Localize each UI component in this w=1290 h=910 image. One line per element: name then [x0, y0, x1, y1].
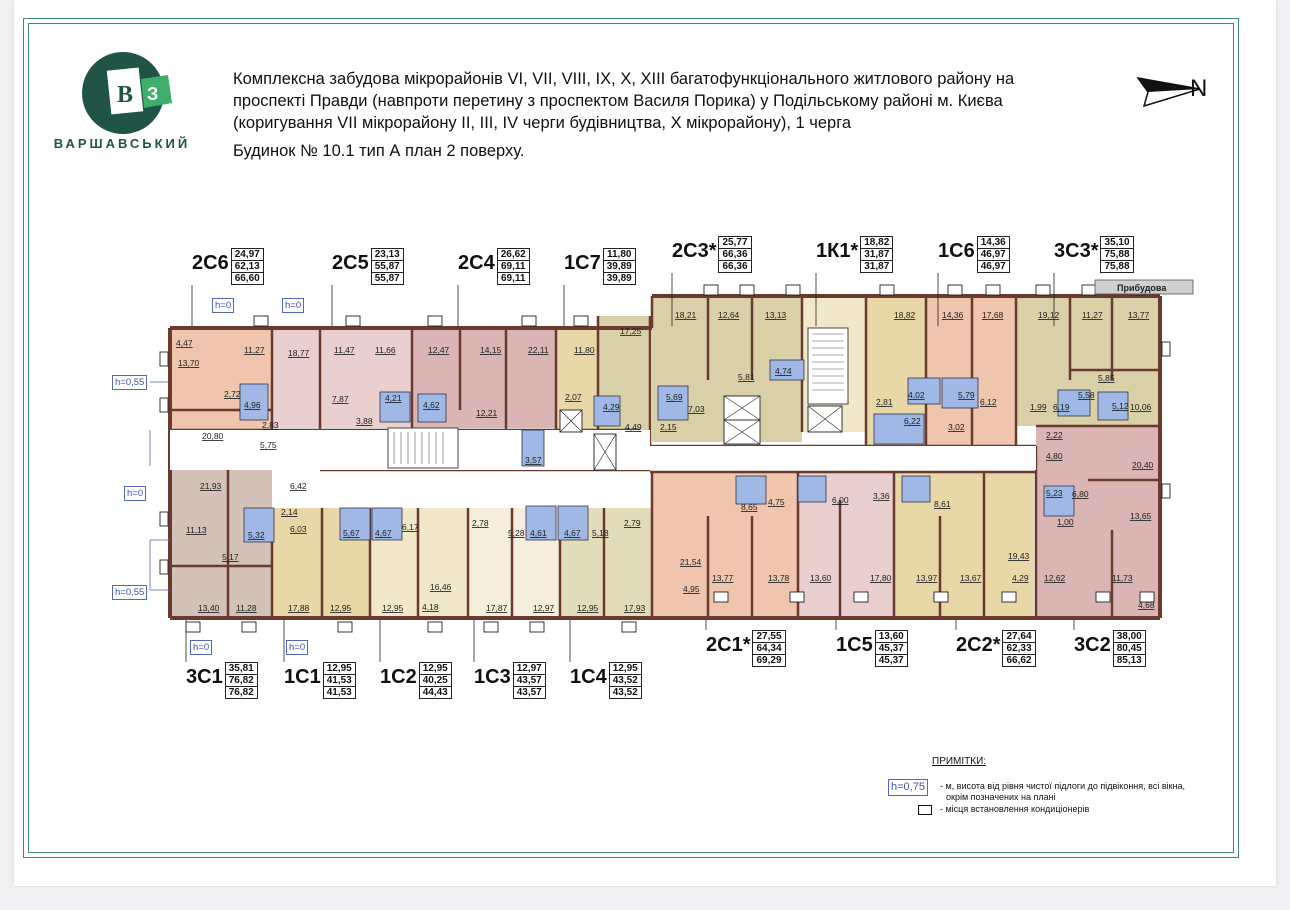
- room-area-label: 12,47: [428, 345, 450, 355]
- room-area-label: 16,46: [430, 582, 452, 592]
- unit-code: 1С3: [474, 666, 511, 688]
- unit-area-value: 46,97: [980, 261, 1006, 272]
- room-area-label: 2,07: [565, 392, 582, 402]
- room-area-label: 13,60: [810, 573, 832, 583]
- ac-unit-2: [428, 316, 442, 326]
- room-area-label: 6,22: [904, 416, 921, 426]
- room-area-label: 19,43: [1008, 551, 1030, 561]
- room-area-label: 12,64: [718, 310, 740, 320]
- unit-label-bottom-2: [378, 662, 452, 699]
- unit-label-top-4: [670, 236, 752, 273]
- room-area-label: 5,12: [1112, 401, 1129, 411]
- sill-height-tag: h=0: [190, 640, 212, 655]
- unit-area-value: 75,88: [1101, 249, 1132, 261]
- sill-height-tag: h=0,55: [112, 585, 147, 600]
- unit-area-value: 69,11: [498, 261, 529, 273]
- ac-unit-side-5: [1162, 484, 1170, 498]
- room-area-label: 1,00: [1057, 517, 1074, 527]
- room-area-label: 4,02: [908, 390, 925, 400]
- sill-height-tag: h=0: [282, 298, 304, 313]
- room-area-label: 11,47: [334, 345, 355, 355]
- unit-label-top-7: [1052, 236, 1134, 273]
- unit-area-value: 80,45: [1114, 643, 1145, 655]
- room-area-label: 12,21: [476, 408, 498, 418]
- unit-area-value: 43,57: [516, 687, 542, 698]
- unit-area-value: 69,11: [500, 273, 526, 284]
- room-area-label: 6,03: [290, 524, 307, 534]
- sill-height-tag: h=0,55: [112, 375, 147, 390]
- room-area-label: 13,78: [768, 573, 790, 583]
- unit-areas: [231, 248, 264, 285]
- unit-area-value: 62,33: [1003, 643, 1034, 655]
- room-area-label: 5,17: [222, 552, 239, 562]
- unit-area-value: 25,77: [719, 237, 750, 249]
- room-area-label: 4,67: [564, 528, 581, 538]
- room-area-label: 22,11: [528, 345, 549, 355]
- ac-unit-1: [346, 316, 360, 326]
- ac-unit-12: [1082, 285, 1096, 295]
- unit-area-value: 26,62: [498, 249, 529, 261]
- unit-areas: [609, 662, 642, 699]
- room-area-label: 18,77: [288, 348, 310, 358]
- unit-code: 1С2: [380, 666, 417, 688]
- room-area-label: 17,93: [624, 603, 646, 613]
- room-area-label: 11,28: [236, 603, 257, 613]
- ac-unit-side-4: [1162, 342, 1170, 356]
- unit-code: 2С4: [458, 252, 495, 274]
- unit-area-value: 66,62: [1006, 655, 1032, 666]
- room-area-label: 12,95: [382, 603, 404, 613]
- room-area-label: 6,80: [1072, 489, 1089, 499]
- room-area-label: 2,22: [1046, 430, 1063, 440]
- stair-east: [808, 328, 848, 404]
- room-area-label: 5,81: [738, 372, 755, 382]
- room-area-label: 3,02: [948, 422, 965, 432]
- sill-height-tag: h=0: [286, 640, 308, 655]
- ac-unit-9: [948, 285, 962, 295]
- unit-area-value: 66,36: [719, 249, 750, 261]
- room-area-label: 17,88: [288, 603, 310, 613]
- unit-area-value: 12,95: [610, 663, 641, 675]
- unit-code: 2С2*: [956, 634, 1001, 656]
- unit-areas: [1100, 236, 1133, 273]
- unit-area-value: 55,87: [372, 261, 403, 273]
- ac-unit-22: [790, 592, 804, 602]
- unit-label-top-5: [814, 236, 893, 273]
- unit-label-top-1: [330, 248, 404, 285]
- room-area-label: 5,79: [958, 390, 975, 400]
- title-line-3: (коригування VII мікрорайону II, III, IV черги будівництва, X мікрорайону), 1 черга: [233, 114, 852, 132]
- room-area-label: 12,97: [533, 603, 555, 613]
- unit-area-value: 66,60: [234, 273, 260, 284]
- unit-area-value: 14,36: [978, 237, 1009, 249]
- room-area-label: 13,77: [712, 573, 734, 583]
- unit-areas: [323, 662, 356, 699]
- unit-areas: [1002, 630, 1035, 667]
- room-area-label: 12,95: [577, 603, 599, 613]
- unit-area-value: 55,87: [374, 273, 400, 284]
- unit-area-value: 35,10: [1101, 237, 1132, 249]
- ac-unit-15: [242, 622, 256, 632]
- logo-b-letter: В: [117, 82, 134, 108]
- unit-area-value: 44,43: [422, 687, 448, 698]
- unit-area-value: 76,82: [228, 687, 254, 698]
- ac-unit-14: [186, 622, 200, 632]
- room-area-label: 13,77: [1128, 310, 1150, 320]
- notes-line-2: окрім позначених на плані: [946, 792, 1056, 802]
- room-area-label: 8,61: [934, 499, 951, 509]
- unit-areas: [419, 662, 452, 699]
- ac-unit-17: [428, 622, 442, 632]
- room-area-label: 3,88: [356, 416, 373, 426]
- unit-label-bottom-3: [472, 662, 546, 699]
- unit-area-value: 12,95: [420, 663, 451, 675]
- ac-unit-23: [854, 592, 868, 602]
- unit-code: 3С1: [186, 666, 223, 688]
- room-area-label: 11,27: [1082, 310, 1103, 320]
- notes-title: ПРИМІТКИ:: [932, 756, 987, 767]
- room-area-label: 11,13: [186, 525, 207, 535]
- unit-area-value: 40,25: [420, 675, 451, 687]
- unit-area-value: 66,36: [722, 261, 748, 272]
- unit-area-value: 76,82: [226, 675, 257, 687]
- ac-unit-3: [522, 316, 536, 326]
- ac-unit-11: [1036, 285, 1050, 295]
- room-area-label: 2,78: [472, 518, 489, 528]
- unit-code: 2С1*: [706, 634, 751, 656]
- unit-areas: [497, 248, 530, 285]
- room-area-label: 5,28: [508, 528, 525, 538]
- room-area-label: 14,36: [942, 310, 964, 320]
- unit-areas: [603, 248, 636, 285]
- ac-unit-4: [574, 316, 588, 326]
- room-area-label: 6,42: [290, 481, 307, 491]
- room-area-label: 6,19: [1053, 402, 1070, 412]
- unit-area-value: 64,34: [753, 643, 784, 655]
- unit-label-top-3: [562, 248, 636, 285]
- ac-unit-8: [880, 285, 894, 295]
- room-area-label: 3,57: [525, 455, 542, 465]
- room-area-label: 8,65: [741, 502, 758, 512]
- unit-area-value: 35,81: [226, 663, 257, 675]
- unit-code: 1С5: [836, 634, 873, 656]
- unit-areas: [225, 662, 258, 699]
- unit-area-value: 38,00: [1114, 631, 1145, 643]
- room-area-label: 12,62: [1044, 573, 1066, 583]
- room-area-label: 13,40: [198, 603, 220, 613]
- unit-label-top-0: [190, 248, 264, 285]
- unit-code: 2С3*: [672, 240, 717, 262]
- room-area-label: 4,68: [1138, 600, 1155, 610]
- ac-unit-25: [1002, 592, 1016, 602]
- ac-unit-20: [622, 622, 636, 632]
- room-area-label: 5,18: [592, 528, 609, 538]
- sill-height-tag: h=0: [212, 298, 234, 313]
- room-area-label: 18,82: [894, 310, 916, 320]
- unit-label-bottom-1: [282, 662, 356, 699]
- unit-area-value: 62,13: [232, 261, 263, 273]
- room-area-label: 4,61: [530, 528, 547, 538]
- room-area-label: 4,21: [385, 393, 402, 403]
- logo-z-letter: З: [147, 84, 159, 104]
- room-area-label: 21,93: [200, 481, 222, 491]
- ac-unit-16: [338, 622, 352, 632]
- room-area-label: 21,54: [680, 557, 702, 567]
- room-area-label: 7,03: [688, 404, 705, 414]
- room-area-label: 4,67: [375, 528, 392, 538]
- room-area-label: 13,13: [765, 310, 787, 320]
- unit-area-value: 43,52: [610, 675, 641, 687]
- unit-code: 3С2: [1074, 634, 1111, 656]
- room-area-label: 14,15: [480, 345, 502, 355]
- ac-unit-18: [484, 622, 498, 632]
- unit-areas: [860, 236, 893, 273]
- unit-area-value: 13,60: [876, 631, 907, 643]
- unit-area-value: 41,53: [326, 687, 352, 698]
- unit-area-value: 69,29: [756, 655, 782, 666]
- room-area-label: 6,17: [402, 522, 419, 532]
- ac-unit-10: [986, 285, 1000, 295]
- unit-area-value: 24,97: [232, 249, 263, 261]
- logo-text: ВАРШАВСЬКИЙ: [53, 136, 191, 151]
- room-area-label: 11,27: [244, 345, 265, 355]
- unit-areas: [752, 630, 785, 667]
- room-area-label: 6,00: [832, 495, 849, 505]
- room-area-label: 5,32: [248, 530, 265, 540]
- room-area-label: 11,73: [1112, 573, 1133, 583]
- ac-unit-side-2: [160, 512, 168, 526]
- ac-unit-5: [704, 285, 718, 295]
- north-label: N: [1190, 75, 1208, 102]
- bathroom-19: [902, 476, 930, 502]
- unit-area-value: 43,52: [612, 687, 638, 698]
- room-area-label: 17,25: [620, 326, 642, 336]
- room-area-label: 10,06: [1130, 402, 1152, 412]
- room-area-label: 5,67: [343, 528, 360, 538]
- room-area-label: 4,29: [1012, 573, 1029, 583]
- unit-label-top-2: [456, 248, 530, 285]
- ac-unit-side-3: [160, 560, 168, 574]
- room-area-label: 3,36: [873, 491, 890, 501]
- notes-line-1: - м, висота від рівня чистої підлоги до підвіконня, всі вікна,: [940, 781, 1186, 791]
- room-area-label: 4,49: [625, 422, 642, 432]
- room-area-label: 2,79: [624, 518, 641, 528]
- room-area-label: 7,87: [332, 394, 349, 404]
- unit-area-value: 45,37: [876, 643, 907, 655]
- unit-areas: [875, 630, 908, 667]
- room-area-label: 2,15: [660, 422, 677, 432]
- ac-legend-icon: [918, 805, 932, 815]
- room-area-label: 4,29: [603, 402, 620, 412]
- room-area-label: 12,95: [330, 603, 352, 613]
- apartment-zone-2: [272, 328, 324, 428]
- unit-area-value: 27,55: [753, 631, 784, 643]
- unit-code: 1К1*: [816, 240, 859, 262]
- unit-area-value: 18,82: [861, 237, 892, 249]
- unit-areas: [977, 236, 1010, 273]
- room-area-label: 4,80: [1046, 451, 1063, 461]
- corridor-east: [650, 446, 1036, 470]
- unit-code: 1С4: [570, 666, 607, 688]
- unit-code: 3С3*: [1054, 240, 1099, 262]
- room-area-label: 19,12: [1038, 310, 1060, 320]
- room-area-label: 5,85: [1098, 373, 1115, 383]
- room-area-label: 1,99: [1030, 402, 1047, 412]
- room-area-label: 2,14: [281, 507, 298, 517]
- unit-area-value: 11,80: [604, 249, 635, 261]
- ac-unit-0: [254, 316, 268, 326]
- unit-area-value: 27,64: [1003, 631, 1034, 643]
- unit-label-bottom-0: [184, 662, 258, 699]
- notes-h-sample: h=0,75: [888, 779, 928, 796]
- room-area-label: 17,87: [486, 603, 508, 613]
- room-area-label: 2,81: [876, 397, 893, 407]
- unit-code: 2С5: [332, 252, 369, 274]
- ac-unit-side-0: [160, 352, 168, 366]
- unit-area-value: 39,89: [604, 261, 635, 273]
- unit-label-top-6: [936, 236, 1010, 273]
- room-area-label: 20,40: [1132, 460, 1154, 470]
- unit-area-value: 43,57: [514, 675, 545, 687]
- room-area-label: 11,66: [375, 345, 396, 355]
- room-area-label: 4,75: [768, 497, 785, 507]
- unit-area-value: 46,97: [978, 249, 1009, 261]
- sill-height-tag: h=0: [124, 486, 146, 501]
- ac-unit-21: [714, 592, 728, 602]
- ac-unit-24: [934, 592, 948, 602]
- unit-areas: [718, 236, 751, 273]
- unit-area-value: 41,53: [324, 675, 355, 687]
- room-area-label: 4,47: [176, 338, 193, 348]
- title-line-4: Будинок № 10.1 тип А план 2 поверху.: [233, 142, 525, 160]
- ac-unit-19: [530, 622, 544, 632]
- unit-areas: [513, 662, 546, 699]
- room-area-label: 5,75: [260, 440, 277, 450]
- stair-west: [388, 428, 458, 468]
- room-area-label: 5,23: [1046, 488, 1063, 498]
- ac-unit-7: [786, 285, 800, 295]
- unit-areas: [371, 248, 404, 285]
- unit-code: 1С7: [564, 252, 601, 274]
- bathroom-17: [736, 476, 766, 504]
- room-area-label: 5,58: [1078, 390, 1095, 400]
- ac-unit-side-1: [160, 398, 168, 412]
- room-area-label: 17,68: [982, 310, 1004, 320]
- unit-area-value: 31,87: [861, 249, 892, 261]
- room-area-label: 4,18: [422, 602, 439, 612]
- room-area-label: 17,80: [870, 573, 892, 583]
- unit-areas: [1113, 630, 1146, 667]
- unit-code: 2С6: [192, 252, 229, 274]
- room-area-label: 13,70: [178, 358, 200, 368]
- room-area-label: 11,80: [574, 345, 595, 355]
- room-area-label: 20,80: [202, 431, 224, 441]
- unit-code: 1С1: [284, 666, 321, 688]
- unit-area-value: 45,37: [878, 655, 904, 666]
- title-line-2: проспекті Правди (навпроти перетину з проспектом Василя Порика) у Подільському районі м. Києва: [233, 92, 1003, 110]
- room-area-label: 4,62: [423, 400, 440, 410]
- room-area-label: 18,21: [675, 310, 697, 320]
- unit-label-bottom-5: [704, 630, 786, 667]
- unit-area-value: 85,13: [1116, 655, 1142, 666]
- room-area-label: 2,83: [262, 420, 279, 430]
- room-area-label: 2,72: [224, 389, 241, 399]
- ac-unit-6: [740, 285, 754, 295]
- room-area-label: 4,96: [244, 400, 261, 410]
- ac-unit-26: [1096, 592, 1110, 602]
- room-area-label: 6,12: [980, 397, 997, 407]
- unit-area-value: 39,89: [606, 273, 632, 284]
- unit-area-value: 23,13: [372, 249, 403, 261]
- unit-label-bottom-6: [834, 630, 908, 667]
- room-area-label: 13,65: [1130, 511, 1152, 521]
- unit-area-value: 12,97: [514, 663, 545, 675]
- notes-line-3: - місця встановлення кондиціонерів: [940, 804, 1090, 814]
- unit-label-bottom-8: [1072, 630, 1146, 667]
- unit-code: 1С6: [938, 240, 975, 262]
- room-area-label: 13,67: [960, 573, 982, 583]
- room-area-label: 5,69: [666, 392, 683, 402]
- annex-label: Прибудова: [1117, 283, 1167, 293]
- room-area-label: 4,74: [775, 366, 792, 376]
- room-area-label: 13,97: [916, 573, 938, 583]
- unit-label-bottom-4: [568, 662, 642, 699]
- unit-area-value: 12,95: [324, 663, 355, 675]
- unit-label-bottom-7: [954, 630, 1036, 667]
- bathroom-18: [798, 476, 826, 502]
- unit-area-value: 31,87: [864, 261, 890, 272]
- unit-area-value: 75,88: [1104, 261, 1130, 272]
- room-area-label: 4,95: [683, 584, 700, 594]
- title-line-1: Комплексна забудова мікрорайонів VI, VII, VIII, IX, X, XIII багатофункціонального житлового району на: [233, 70, 1015, 88]
